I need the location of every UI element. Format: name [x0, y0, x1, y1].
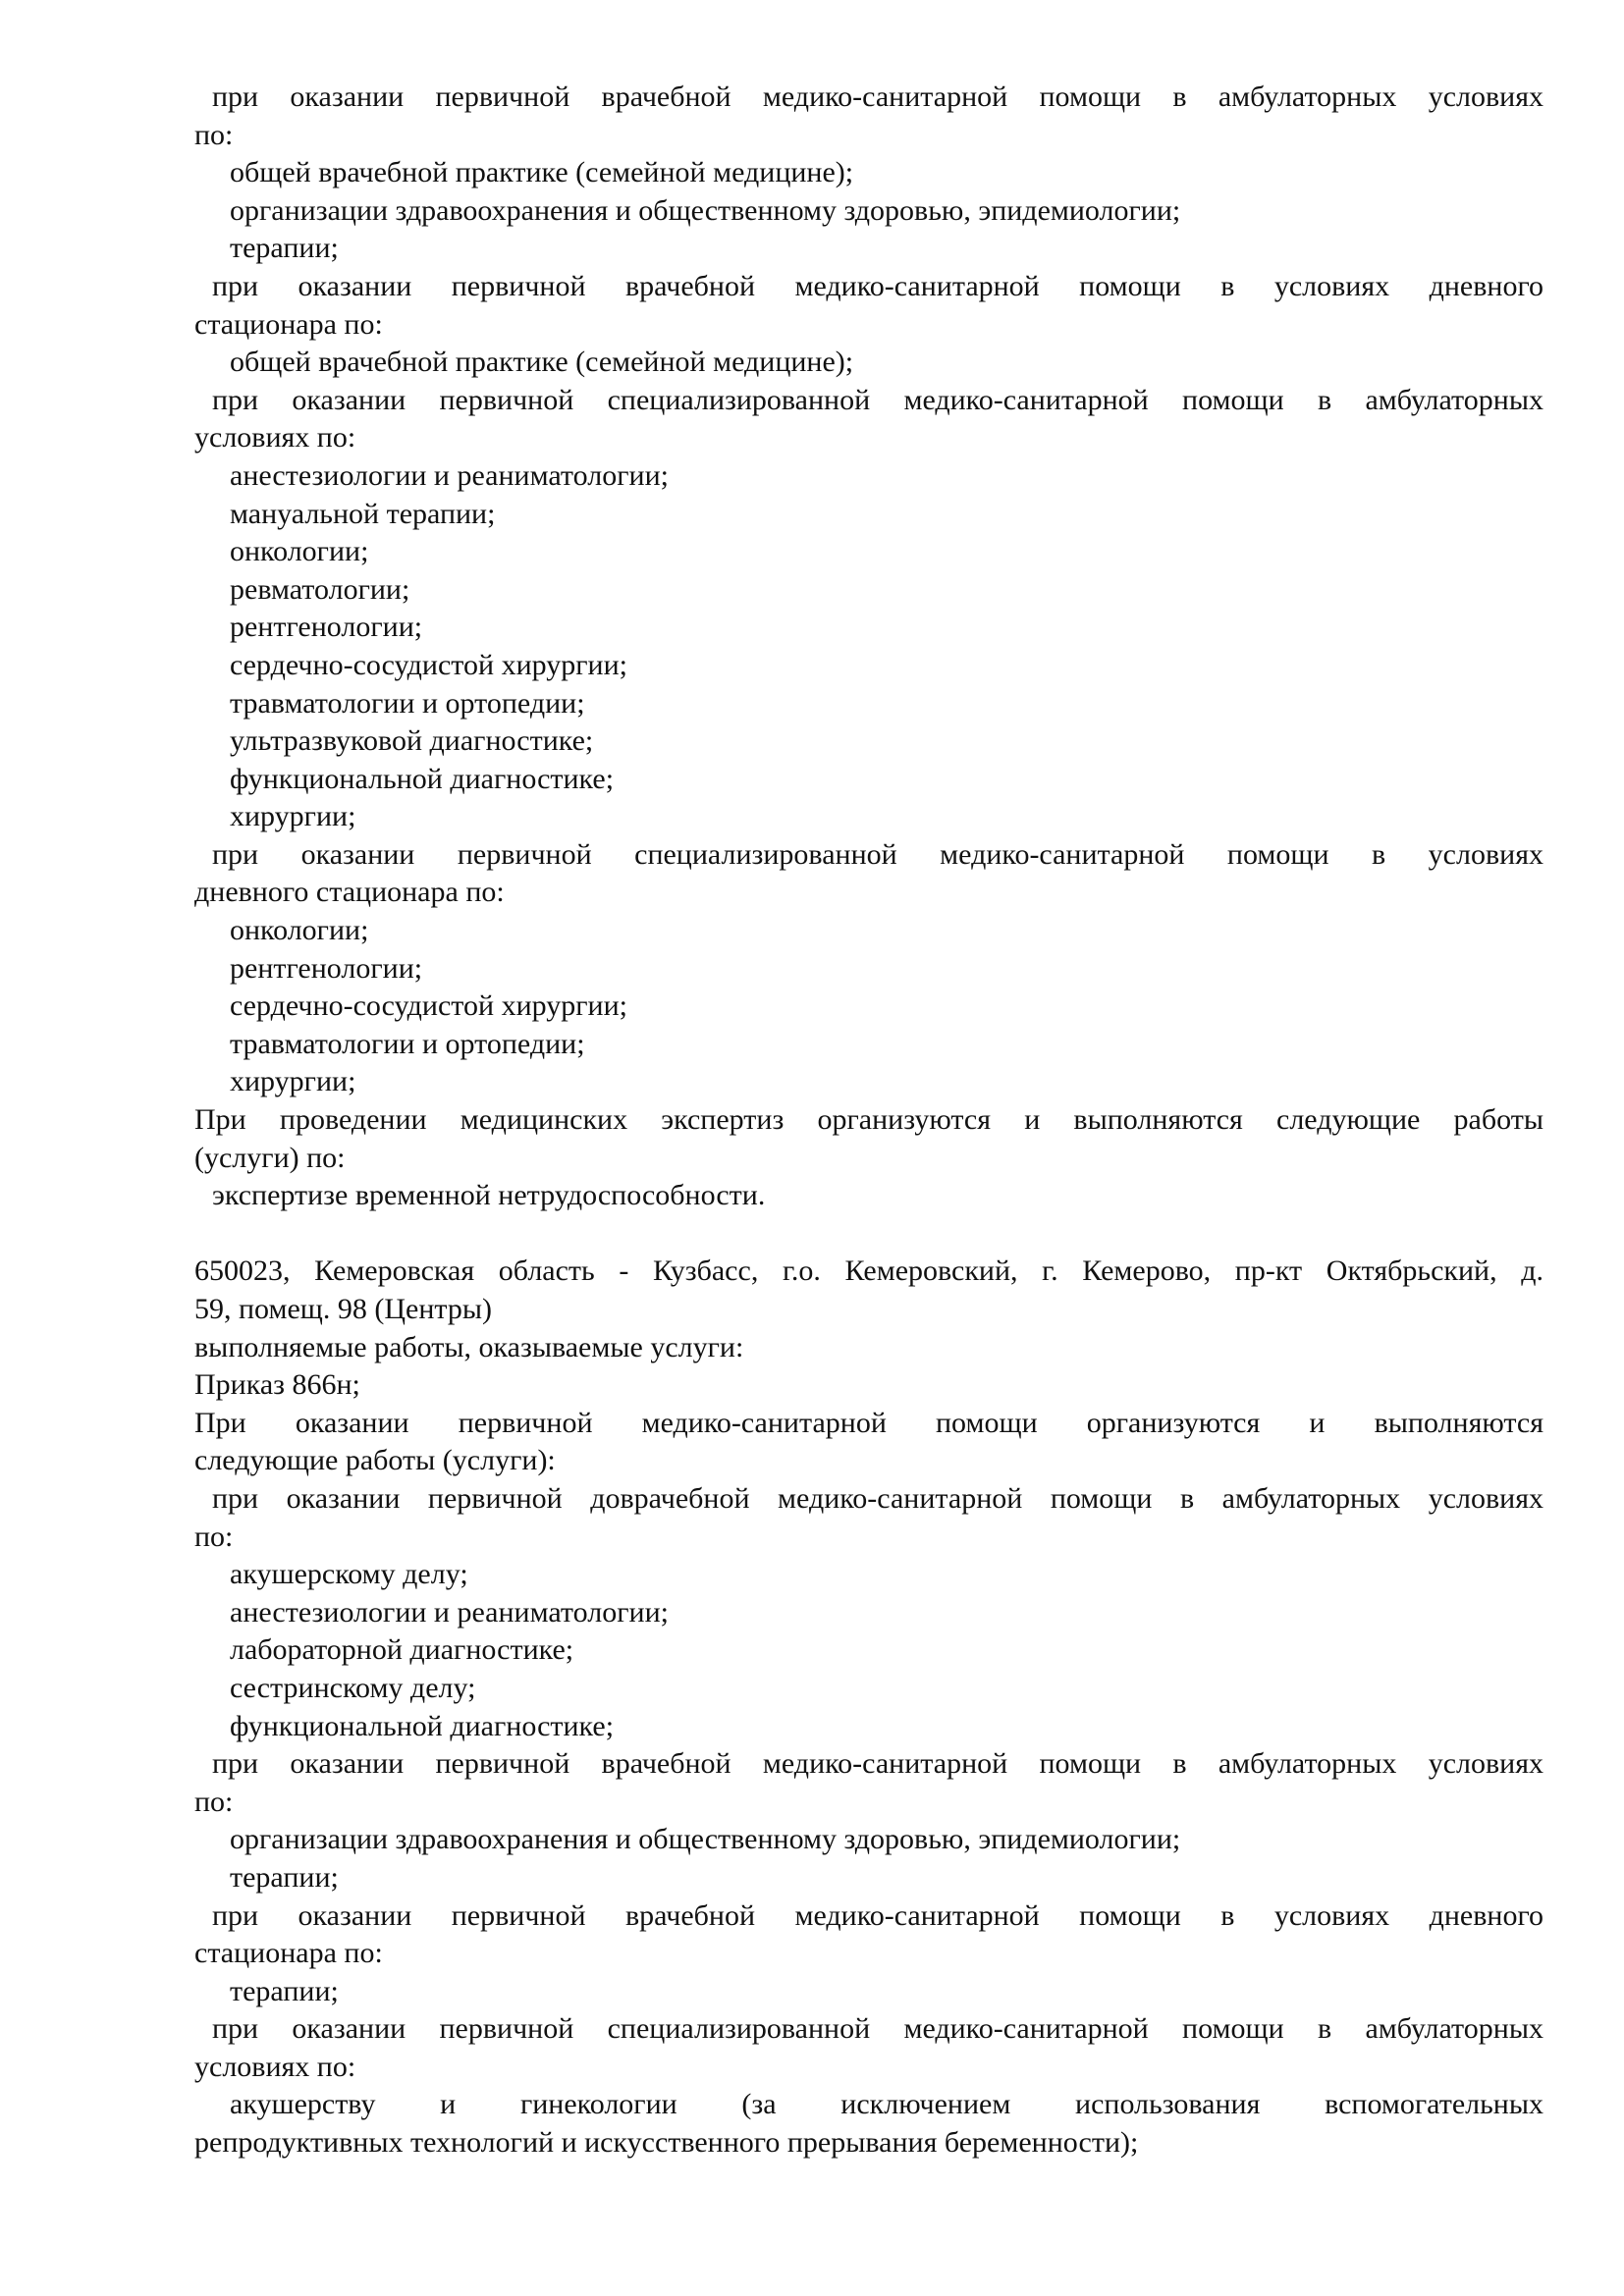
- text-line: репродуктивных технологий и искусственного прерывания беременности);: [194, 2126, 1139, 2160]
- text-line: организации здравоохранения и общественному здоровью, эпидемиологии;: [230, 193, 1181, 227]
- text-line: 650023, Кемеровская область - Кузбасс, г.о. Кемеровский, г. Кемерово, пр-кт Октябрьский, д.: [194, 1255, 1543, 1288]
- text-line: при оказании первичной специализированной медико-санитарной помощи в условиях: [212, 837, 1543, 871]
- blank-line: [194, 1215, 1543, 1254]
- text-line: рентгенологии;: [230, 951, 423, 985]
- text-line: лабораторной диагностике;: [230, 1633, 574, 1667]
- text-line: при оказании первичной врачебной медико-санитарной помощи в амбулаторных условиях: [212, 1747, 1543, 1781]
- text-line: стационара по:: [194, 1937, 383, 1970]
- text-line: по:: [194, 1520, 234, 1553]
- text-line: сердечно-сосудистой хирургии;: [230, 989, 627, 1023]
- text-line: общей врачебной практике (семейной медицине);: [230, 346, 854, 379]
- text-line: терапии;: [230, 1974, 339, 2007]
- text-line: анестезиологии и реаниматологии;: [230, 458, 669, 492]
- text-line: рентгенологии;: [230, 611, 423, 644]
- text-line: терапии;: [230, 1860, 339, 1894]
- text-line: 59, помещ. 98 (Центры): [194, 1293, 493, 1325]
- text-line: по:: [194, 1785, 234, 1818]
- text-line: травматологии и ортопедии;: [230, 686, 585, 720]
- text-line: дневного стационара по:: [194, 876, 505, 909]
- text-line: Приказ 866н;: [194, 1368, 360, 1402]
- text-line: экспертизе временной нетрудоспособности.: [212, 1179, 766, 1212]
- text-line: по:: [194, 118, 234, 151]
- text-line: функциональной диагностике;: [230, 1709, 615, 1742]
- text-line: функциональной диагностике;: [230, 762, 615, 795]
- text-line: общей врачебной практике (семейной медицине);: [230, 156, 854, 189]
- text-line: ревматологии;: [230, 572, 410, 606]
- text-line: При проведении медицинских экспертиз организуются и выполняются следующие работы: [194, 1103, 1543, 1137]
- text-line: При оказании первичной медико-санитарной помощи организуются и выполняются: [194, 1406, 1543, 1439]
- text-line: при оказании первичной врачебной медико-санитарной помощи в условиях дневного: [212, 1898, 1543, 1932]
- text-line: акушерству и гинекологии (за исключением использования вспомогательных: [230, 2088, 1543, 2121]
- text-line: травматологии и ортопедии;: [230, 1027, 585, 1060]
- text-line: стационара по:: [194, 307, 383, 341]
- text-line: анестезиологии и реаниматологии;: [230, 1595, 669, 1629]
- text-line: терапии;: [230, 232, 339, 265]
- text-line: сестринскому делу;: [230, 1671, 476, 1704]
- text-line: акушерскому делу;: [230, 1558, 468, 1591]
- text-line: выполняемые работы, оказываемые услуги:: [194, 1330, 744, 1363]
- text-line: условиях по:: [194, 421, 356, 454]
- text-line: онкологии;: [230, 535, 369, 568]
- text-line: (услуги) по:: [194, 1141, 346, 1174]
- text-line: при оказании первичной специализированной медико-санитарной помощи в амбулаторных: [212, 383, 1543, 416]
- text-line: мануальной терапии;: [230, 497, 496, 530]
- text-line: условиях по:: [194, 2050, 356, 2083]
- text-line: хирургии;: [230, 800, 356, 833]
- text-line: сердечно-сосудистой хирургии;: [230, 648, 627, 681]
- document-page: [194, 79, 1543, 2163]
- text-line: онкологии;: [230, 914, 369, 947]
- text-line: ультразвуковой диагностике;: [230, 724, 594, 758]
- text-line: при оказании первичной врачебной медико-санитарной помощи в амбулаторных условиях: [212, 80, 1543, 113]
- text-line: при оказании первичной врачебной медико-санитарной помощи в условиях дневного: [212, 269, 1543, 302]
- text-line: при оказании первичной доврачебной медико-санитарной помощи в амбулаторных условиях: [212, 1481, 1543, 1515]
- text-line: следующие работы (услуги):: [194, 1444, 556, 1477]
- text-line: хирургии;: [230, 1065, 356, 1098]
- text-line: организации здравоохранения и общественному здоровью, эпидемиологии;: [230, 1823, 1181, 1856]
- text-line: при оказании первичной специализированной медико-санитарной помощи в амбулаторных: [212, 2012, 1543, 2046]
